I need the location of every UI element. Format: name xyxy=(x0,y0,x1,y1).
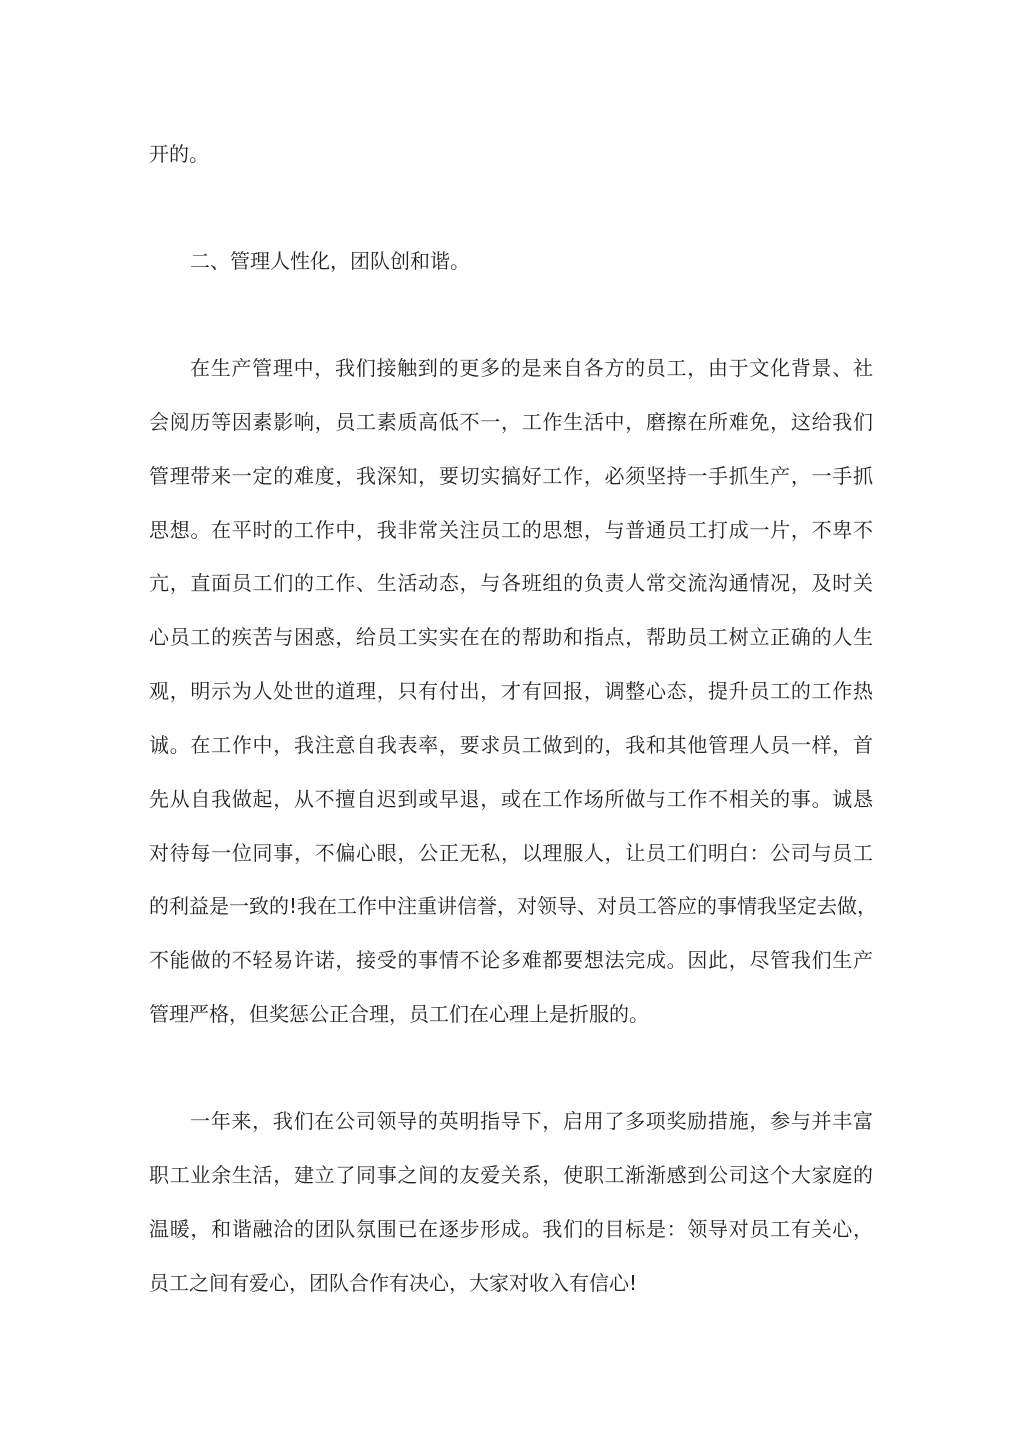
paragraph-1-line-10: 对待每一位同事，不偏心眼，公正无私，以理服人，让员工们明白：公司与员工 xyxy=(149,841,873,865)
paragraph-1-line-5: 亢，直面员工们的工作、生活动态，与各班组的负责人常交流沟通情况，及时关 xyxy=(149,571,873,595)
paragraph-2-line-3: 温暖，和谐融洽的团队氛围已在逐步形成。我们的目标是：领导对员工有关心， xyxy=(149,1217,873,1241)
paragraph-1-line-2: 会阅历等因素影响，员工素质高低不一，工作生活中，磨擦在所难免，这给我们 xyxy=(149,410,873,434)
paragraph-1-line-4: 思想。在平时的工作中，我非常关注员工的思想，与普通员工打成一片，不卑不 xyxy=(149,518,873,542)
paragraph-1-line-1: 在生产管理中，我们接触到的更多的是来自各方的员工，由于文化背景、社 xyxy=(190,356,873,380)
paragraph-2-line-4: 员工之间有爱心，团队合作有决心，大家对收入有信心! xyxy=(149,1271,638,1295)
paragraph-2-line-2: 职工业余生活，建立了同事之间的友爱关系，使职工渐渐感到公司这个大家庭的 xyxy=(149,1163,873,1187)
paragraph-0-line-1: 开的。 xyxy=(149,142,209,166)
paragraph-1-line-7: 观，明示为人处世的道理，只有付出，才有回报，调整心态，提升员工的工作热 xyxy=(149,679,873,703)
paragraph-1-line-11: 的利益是一致的!我在工作中注重讲信誉，对领导、对员工答应的事情我坚定去做， xyxy=(149,894,878,918)
paragraph-2-line-1: 一年来，我们在公司领导的英明指导下，启用了多项奖励措施，参与并丰富 xyxy=(190,1109,873,1133)
paragraph-1-line-6: 心员工的疾苦与困惑，给员工实实在在的帮助和指点，帮助员工树立正确的人生 xyxy=(149,625,873,649)
paragraph-1-line-9: 先从自我做起，从不擅自迟到或早退，或在工作场所做与工作不相关的事。诚恳 xyxy=(149,787,873,811)
paragraph-1-line-13: 管理严格，但奖惩公正合理，员工们在心理上是折服的。 xyxy=(149,1002,649,1026)
section-heading: 二、管理人性化，团队创和谐。 xyxy=(190,249,470,273)
paragraph-1-line-3: 管理带来一定的难度，我深知，要切实搞好工作，必须坚持一手抓生产，一手抓 xyxy=(149,464,873,488)
paragraph-1-line-12: 不能做的不轻易许诺，接受的事情不论多难都要想法完成。因此，尽管我们生产 xyxy=(149,948,873,972)
paragraph-1-line-8: 诚。在工作中，我注意自我表率，要求员工做到的，我和其他管理人员一样，首 xyxy=(149,733,873,757)
